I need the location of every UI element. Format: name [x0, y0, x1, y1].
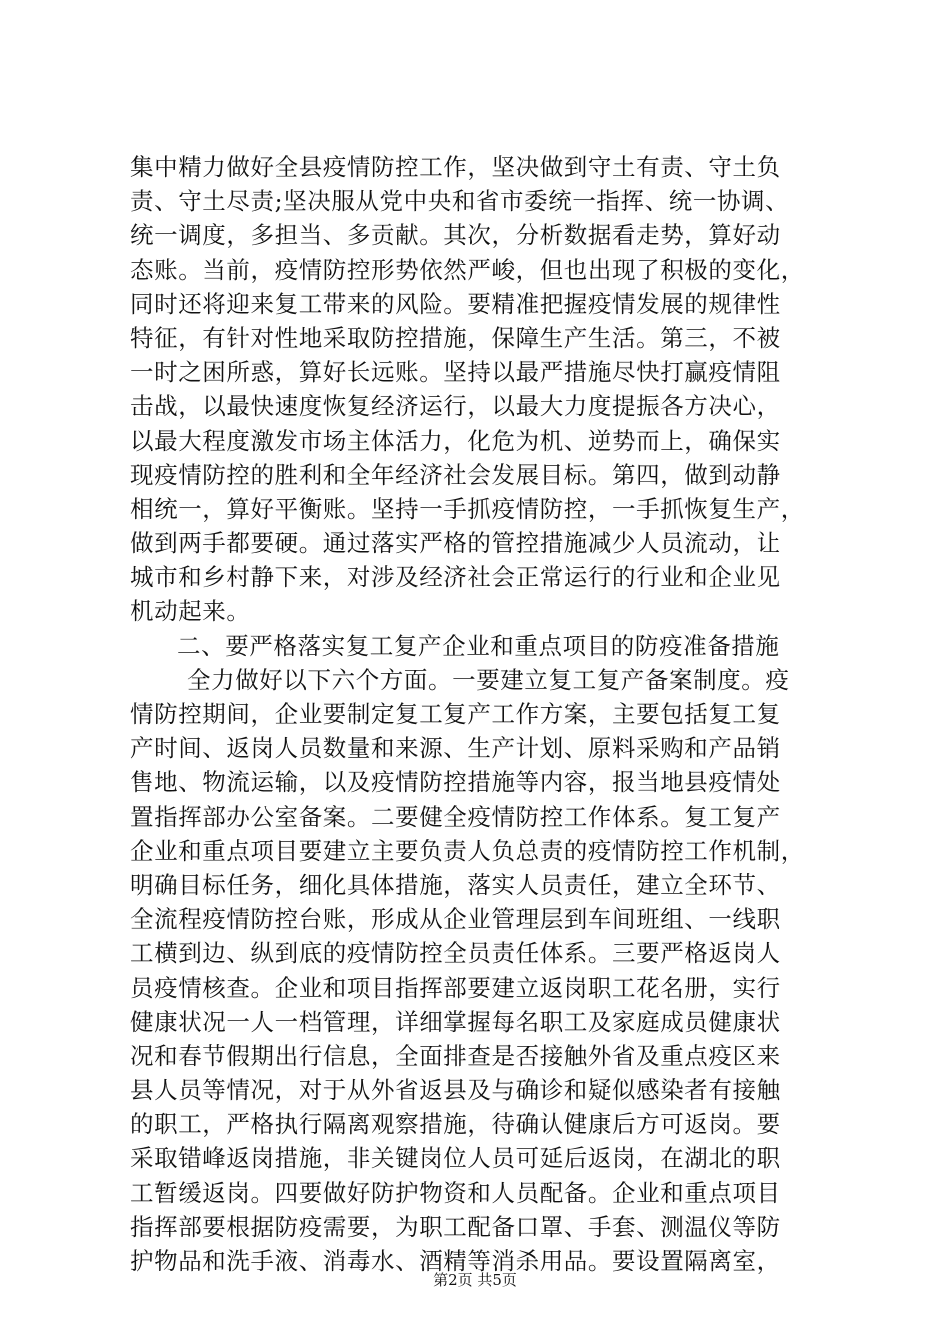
text-line: 做到两手都要硬。通过落实严格的管控措施减少人员流动，让 [130, 529, 781, 558]
text-line: 态账。当前，疫情防控形势依然严峻，但也出现了积极的变化， [130, 255, 805, 284]
text-line: 指挥部要根据防疫需要，为职工配备口罩、手套、测温仪等防 [130, 1212, 781, 1241]
text-line: 全力做好以下六个方面。一要建立复工复产备案制度。疫 [187, 665, 790, 694]
text-line: 现疫情防控的胜利和全年经济社会发展目标。第四，做到动静 [130, 460, 781, 489]
text-line: 城市和乡村静下来，对涉及经济社会正常运行的行业和企业见 [130, 563, 781, 592]
text-line: 责、守土尽责;坚决服从党中央和省市委统一指挥、统一协调、 [130, 187, 790, 216]
text-line: 护物品和洗手液、消毒水、酒精等消杀用品。要设置隔离室， [130, 1247, 781, 1275]
text-line: 产时间、返岗人员数量和来源、生产计划、原料采购和产品销 [130, 734, 781, 763]
text-line: 以最大程度激发市场主体活力，化危为机、逆势而上，确保实 [130, 426, 781, 455]
text-line: 相统一，算好平衡账。坚持一手抓疫情防控，一手抓恢复生产， [130, 494, 805, 523]
text-line: 情防控期间，企业要制定复工复产工作方案，主要包括复工复 [130, 700, 781, 728]
text-line: 售地、物流运输，以及疫情防控措施等内容，报当地县疫情处 [130, 768, 781, 797]
text-line: 企业和重点项目要建立主要负责人负总责的疫情防控工作机制， [130, 836, 805, 865]
text-line: 统一调度，多担当、多贡献。其次，分析数据看走势，算好动 [130, 221, 781, 250]
paragraph-2 [130, 663, 830, 1278]
text-line: 击战，以最快速度恢复经济运行，以最大力度提振各方决心， [130, 392, 781, 421]
paragraph-1 [130, 150, 830, 629]
text-line: 县人员等情况，对于从外省返县及与确诊和疑似感染者有接触 [130, 1076, 781, 1105]
text-line: 况和春节假期出行信息，全面排查是否接触外省及重点疫区来 [130, 1041, 781, 1070]
text-line: 置指挥部办公室备案。二要健全疫情防控工作体系。复工复产 [130, 802, 781, 831]
text-line: 集中精力做好全县疫情防控工作，坚决做到守土有责、守土负 [130, 153, 781, 181]
text-line: 明确目标任务，细化具体措施，落实人员责任，建立全环节、 [130, 870, 781, 899]
text-line: 工横到边、纵到底的疫情防控全员责任体系。三要严格返岗人 [130, 939, 781, 968]
text-line: 同时还将迎来复工带来的风险。要精准把握疫情发展的规律性 [130, 289, 781, 318]
text-line: 员疫情核查。企业和项目指挥部要建立返岗职工花名册，实行 [130, 973, 781, 1002]
text-line: 的职工，严格执行隔离观察措施，待确认健康后方可返岗。要 [130, 1110, 781, 1139]
section-heading: 二、要严格落实复工复产企业和重点项目的防疫准备措施 [177, 631, 780, 660]
text-line: 采取错峰返岗措施，非关键岗位人员可延后返岗，在湖北的职 [130, 1144, 781, 1173]
page-footer: 第2页 共5页 [433, 1271, 517, 1289]
text-line: 工暂缓返岗。四要做好防护物资和人员配备。企业和重点项目 [130, 1178, 781, 1207]
text-line: 全流程疫情防控台账，形成从企业管理层到车间班组、一线职 [130, 905, 781, 934]
text-line: 机动起来。 [130, 597, 251, 626]
text-line: 特征，有针对性地采取防控措施，保障生产生活。第三，不被 [130, 323, 781, 352]
text-line: 健康状况一人一档管理，详细掌握每名职工及家庭成员健康状 [130, 1007, 781, 1036]
document-body [130, 150, 830, 1278]
text-line: 一时之困所惑，算好长远账。坚持以最严措施尽快打赢疫情阻 [130, 358, 781, 387]
